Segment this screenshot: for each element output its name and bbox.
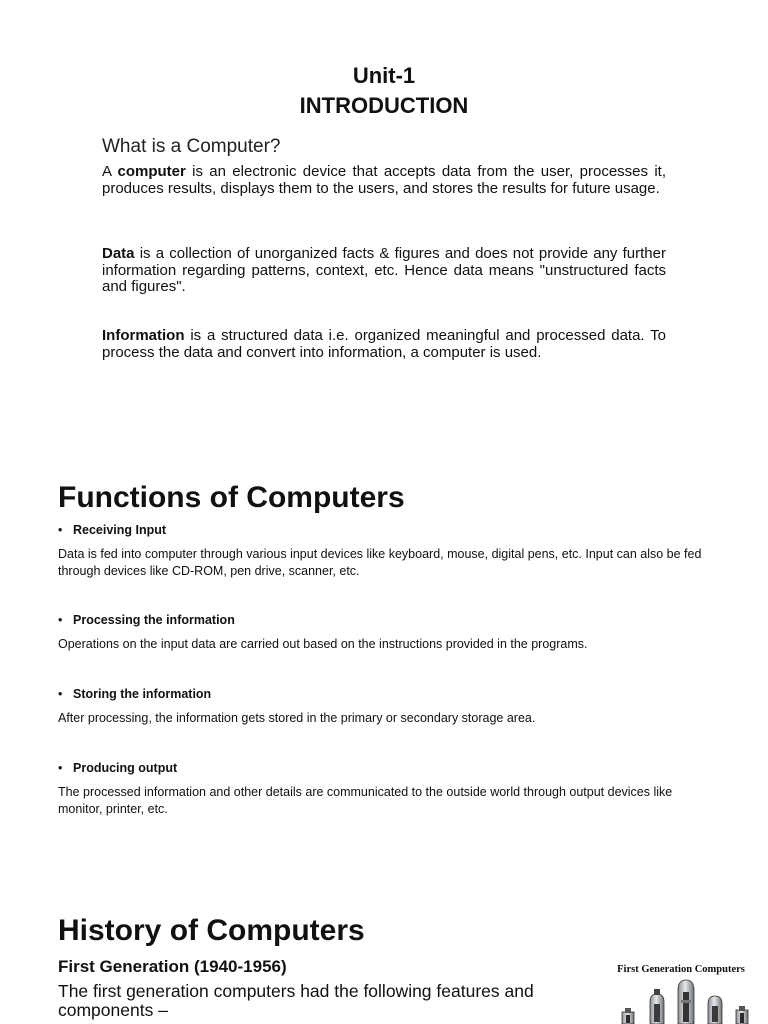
vacuum-tube [678,980,694,1024]
information-term: Information [102,327,185,344]
bullet-glyph: • [58,613,63,627]
what-is-computer-heading: What is a Computer? [102,136,281,157]
data-definition-paragraph [102,246,666,296]
vacuum-tube [622,1008,634,1024]
functions-section-title: Functions of Computers [58,481,405,514]
information-definition-paragraph [102,328,666,361]
function-bullet-processing [58,612,235,628]
function-label: Storing the information [73,687,212,701]
vacuum-tube [650,989,664,1024]
first-generation-text: The first generation computers had the following features and components – [58,981,534,1020]
function-bullet-receiving-input [58,522,166,538]
vacuum-tube [736,1006,748,1024]
vacuum-tubes-icon [612,978,760,1024]
computer-definition-text: is an electronic device that accepts data from the user, processes it, produces results, displays them to the users, and stores the results for future usage. [102,163,666,197]
first-generation-heading: First Generation (1940-1956) [58,957,287,976]
function-description-storing: After processing, the information gets stored in the primary or secondary storage area. [58,711,536,725]
function-label: Receiving Input [73,523,167,537]
first-generation-image-caption: First Generation Computers [617,964,745,975]
page-title: INTRODUCTION [299,93,469,118]
function-label: Processing the information [73,613,235,627]
data-definition-text: is a collection of unorganized facts & figures and does not provide any further information regarding patterns, context, etc. Hence data means "unstructured facts and figures". [102,245,666,295]
computer-definition-paragraph [102,164,666,197]
function-label: Producing output [73,761,178,775]
function-description-output: The processed information and other details are communicated to the outside world through output devices like monitor, printer, etc. [58,785,673,816]
bullet-glyph: • [58,687,63,701]
computer-term: computer [117,163,186,180]
function-bullet-storing [58,686,211,702]
computer-definition-lead: A [102,163,118,180]
data-term: Data [102,245,135,262]
function-bullet-output [58,760,177,776]
function-description-receiving-input: Data is fed into computer through various input devices like keyboard, mouse, digital pens, etc. Input can also be fed through devices like CD-ROM, pen drive, scanner, etc. [58,547,702,578]
history-section-title: History of Computers [58,914,365,947]
information-definition-text: is a structured data i.e. organized meaningful and processed data. To process the data and convert into information, a computer is used. [102,327,666,361]
bullet-glyph: • [58,523,63,537]
function-description-processing: Operations on the input data are carried out based on the instructions provided in the programs. [58,637,588,651]
bullet-glyph: • [58,761,63,775]
vacuum-tube [708,996,722,1024]
unit-title: Unit-1 [352,63,416,88]
